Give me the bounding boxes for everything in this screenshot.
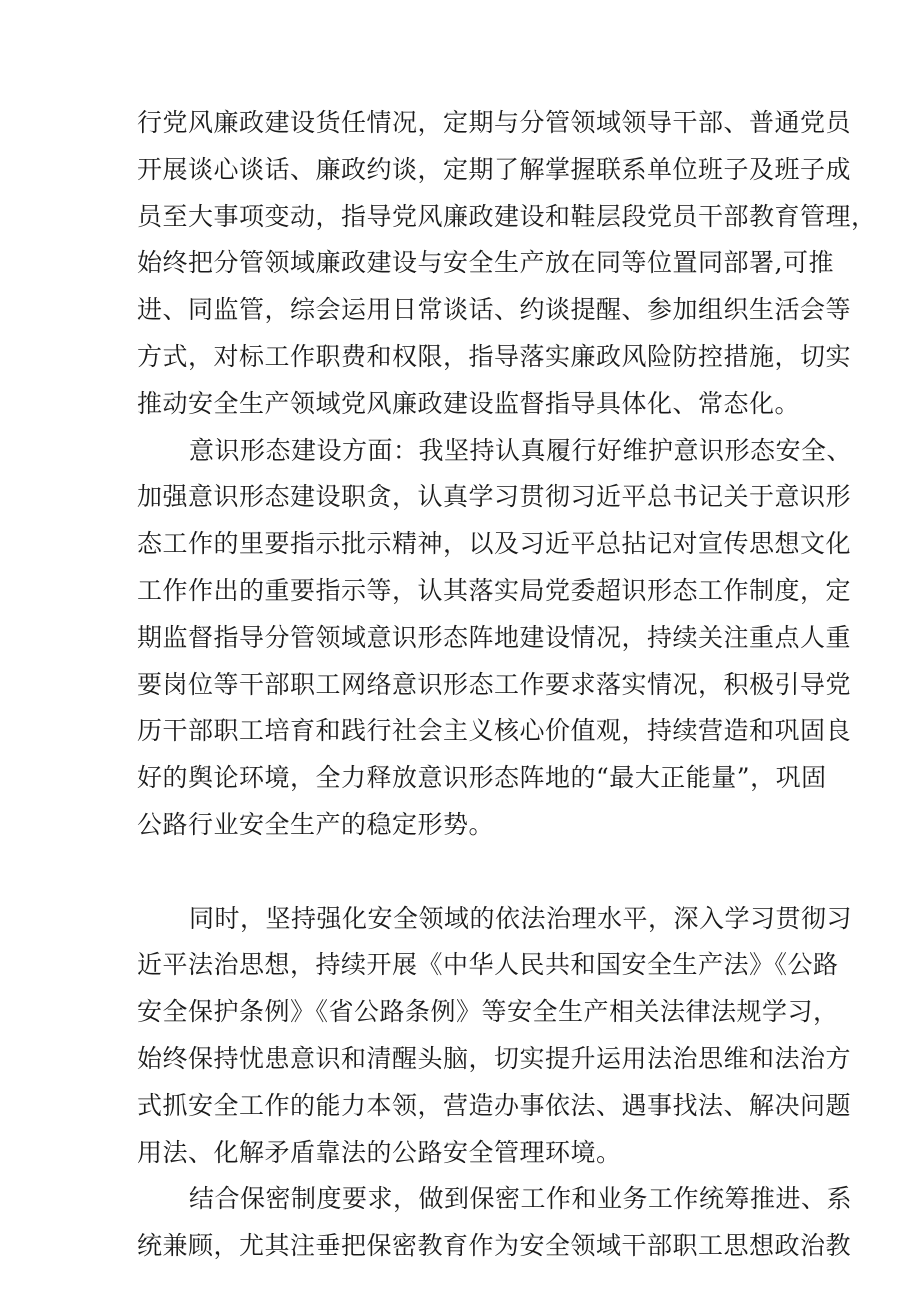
- text-line: 方式，对标工作职费和权限，指导落实廉政风险防控措施，切实: [137, 341, 852, 371]
- text-line: 结合保密制度要求，做到保密工作和业务工作统筹推进、系: [189, 1184, 853, 1214]
- text-line: 行党风廉政建设货任情况，定期与分管领域领导干部、普通党员: [137, 108, 852, 137]
- text-line: 开展谈心谈话、廉政约谈，定期了解掌握联系单位班子及班子成: [137, 154, 852, 184]
- text-line: 工作作出的重要指示等，认其落实局党委超识形态工作制度，定: [137, 575, 852, 605]
- text-line: 员至大事项变动，指导党风廉政建设和鞋层段党员干部教育管理，: [137, 201, 877, 231]
- text-line: 期监督指导分管领域意识形态阵地建设情况，持续关注重点人重: [137, 622, 852, 652]
- text-line: 始终把分管领域廉政建设与安全生产放在同等位置同部署,可推: [137, 248, 834, 278]
- document-page: [137, 100, 877, 1270]
- text-line: 统兼顾，尤其注垂把保密教育作为安全领域干部职工思想政治教: [137, 1231, 852, 1261]
- text-line: 加强意识形态建设职贪，认真学习贯彻习近平总书记关于意识形: [137, 482, 852, 512]
- paragraph-party-conduct: [137, 100, 877, 428]
- paragraph-ideology: [137, 428, 853, 896]
- paragraph-rule-of-law: [137, 896, 853, 1177]
- text-line: 好的舆论环境，全力释放意识形态阵地的“最大正能量”，巩固: [137, 763, 827, 793]
- text-line: 公路行业安全生产的稳定形势。: [137, 809, 495, 839]
- text-line: 近平法治思想，持续开展《中华人民共和国安全生产法》《公路: [137, 950, 839, 980]
- text-line: 式抓安全工作的能力本领，营造办事依法、遇事找法、解决问题: [137, 1090, 852, 1120]
- text-line: 用法、化解矛盾靠法的公路安全管理环境。: [137, 1137, 622, 1167]
- text-line: 态工作的里要指示批示精神，以及习近平总拈记对宣传思想文化: [137, 529, 852, 559]
- text-line: 历干部职工培育和践行社会主义核心价值观，持续营造和巩固良: [137, 716, 852, 746]
- text-line: [137, 849, 787, 896]
- text-line: 同时，坚持强化安全领域的依法治理水平，深入学习贯彻习: [189, 903, 853, 933]
- text-line: 安全保护条例》《省公路条例》等安全生产相关法律法规学习，: [137, 997, 839, 1027]
- text-line: 始终保持忧患意识和清醒头脑，切实提升运用法治思维和法治方: [137, 1043, 852, 1073]
- text-line: 进、同监管，综会运用日常谈话、约谈提醒、参加组织生活会等: [137, 295, 852, 325]
- text-line: 要岗位等干部职工网络意识形态工作要求落实情况，积极引导党: [137, 669, 852, 699]
- text-line: 推动安全生产领域党风廉政建设监督指导具体化、常态化。: [137, 388, 801, 418]
- text-line: 意识形态建设方面：我坚持认真履行好维护意识形态安全、: [189, 435, 853, 465]
- paragraph-confidentiality: [137, 1176, 853, 1270]
